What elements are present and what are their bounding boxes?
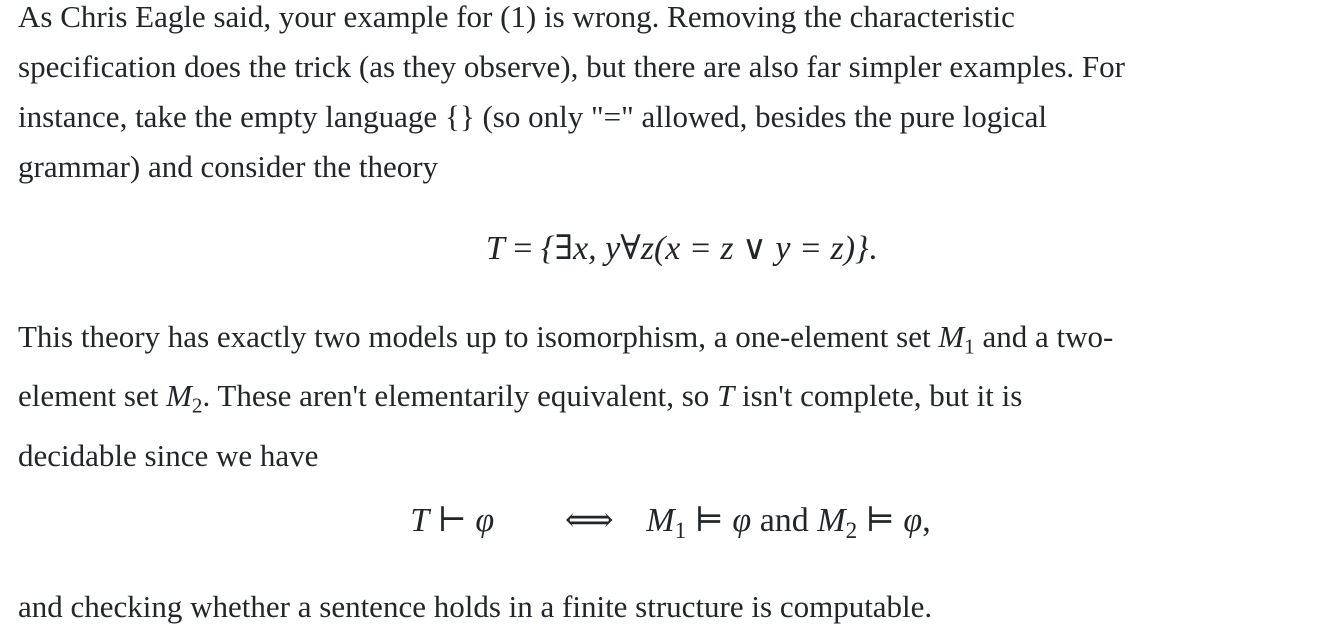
text-run: . These aren't elementarily equivalent, so — [202, 378, 718, 414]
math-symbol-phi: φ — [475, 502, 495, 539]
text-run: element set — [18, 378, 167, 414]
math-symbol-t: T — [410, 502, 430, 539]
paragraph-1-line-3: instance, take the empty language {} (so only "=" allowed, besides the pure logical — [18, 99, 1047, 134]
math-models: ⊨ — [686, 502, 733, 539]
paragraph-3-line-1: and checking whether a sentence holds in a finite structure is computable. — [18, 589, 933, 624]
paragraph-1-line-2: specification does the trick (as they observe), but there are also far simpler examples. For — [18, 49, 1125, 84]
paragraph-2-line-3: decidable since we have — [18, 437, 319, 473]
text-run: and a two- — [974, 319, 1114, 354]
math-subscript: 1 — [674, 517, 687, 544]
text-run: isn't complete, but it is — [734, 378, 1023, 414]
math-symbol-m: M — [646, 502, 675, 539]
paragraph-2-line-2 — [18, 371, 1113, 430]
math-text-and: and — [751, 502, 818, 539]
math-subscript: 2 — [845, 517, 858, 544]
math-theory-axiom: {∃x, y∀z(x = z ∨ y = z)} — [540, 230, 869, 267]
paragraph-2-line-1 — [18, 312, 1113, 371]
math-symbol-t: T — [717, 378, 735, 414]
paragraph-3 — [18, 582, 932, 632]
paragraph-1-line-1: As Chris Eagle said, your example for (1) is wrong. Removing the characteristic — [18, 0, 1015, 34]
math-models: ⊨ — [857, 502, 904, 539]
display-equation-theory — [0, 228, 1317, 268]
math-period: . — [868, 230, 878, 267]
paragraph-1-line-4: grammar) and consider the theory — [18, 149, 439, 184]
math-subscript: 1 — [964, 334, 975, 359]
math-subscript: 2 — [191, 393, 203, 418]
display-equation-decidability — [0, 500, 1317, 545]
math-symbol-m: M — [166, 378, 192, 414]
math-iff-arrow: ⟺ — [564, 502, 614, 539]
math-comma: , — [922, 502, 931, 539]
math-model-m2 — [817, 502, 858, 544]
math-symbol-t: T — [485, 230, 505, 267]
paragraph-1 — [18, 0, 1125, 192]
math-symbol-phi: φ — [903, 502, 923, 539]
math-model-m1 — [646, 502, 687, 544]
paragraph-2 — [18, 312, 1113, 481]
math-model-m1 — [938, 319, 975, 359]
math-equals: = — [504, 230, 541, 267]
math-model-m2 — [166, 378, 203, 418]
math-symbol-m: M — [817, 502, 846, 539]
text-run: This theory has exactly two models up to isomorphism, a one-element set — [18, 319, 939, 354]
math-symbol-m: M — [938, 319, 965, 354]
math-symbol-phi: φ — [732, 502, 752, 539]
math-turnstile: ⊢ — [429, 502, 476, 539]
